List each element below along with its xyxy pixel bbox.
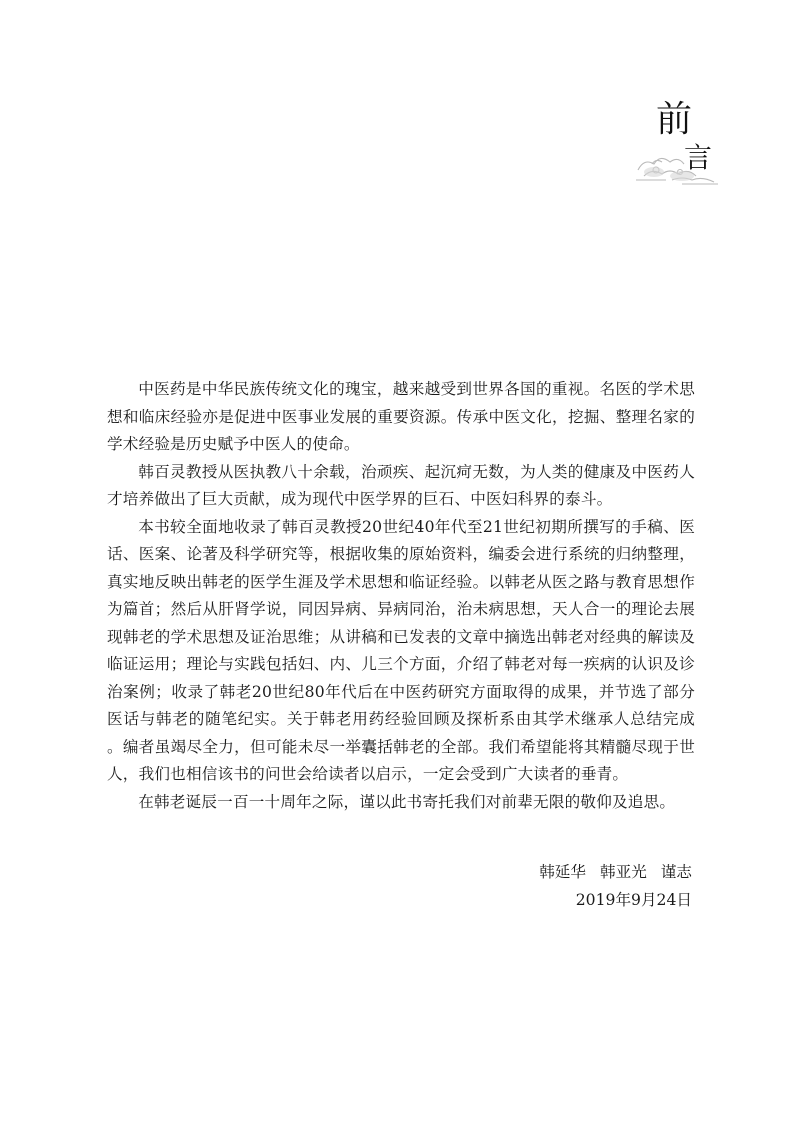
author-line	[539, 858, 692, 886]
title-char-1: 前	[656, 99, 693, 140]
signature-block	[539, 858, 692, 914]
author-name-2: 韩亚光	[600, 863, 647, 881]
paragraph-1: 中医药是中华民族传统文化的瑰宝，越来越受到世界各国的重视。名医的学术思想和临床经验亦是促进中医事业发展的重要资源。传承中医文化，挖掘、整理名家的学术经验是历史赋予中医人的使命。	[107, 380, 695, 453]
paragraph-2: 韩百灵教授从医执教八十余载，治顽疾、起沉疴无数，为人类的健康及中医药人才培养做出了巨大贡献，成为现代中医学界的巨石、中医妇科界的泰斗。	[107, 462, 695, 508]
signature-note: 谨志	[660, 863, 692, 881]
title-char-2: 言	[684, 141, 713, 174]
signature-date: 2019年9月24日	[575, 891, 692, 909]
paragraph-4: 在韩老诞辰一百一十周年之际，谨以此书寄托我们对前辈无限的敬仰及追思。	[138, 792, 676, 811]
preface-body	[107, 376, 695, 816]
paragraph-3: 本书较全面地收录了韩百灵教授20世纪40年代至21世纪初期所撰写的手稿、医话、医案、论著及科学研究等，根据收集的原始资料，编委会进行系统的归纳整理，真实地反映出韩老的医学生涯及学术思想和临证经验。以韩老从医之路与教育思想作为篇首；然后从肝肾学说，同因异病、异病同治，治未病思想，天人合一的理论去展现韩老的学术思想及证治思维；从讲稿和已发表的文章中摘选出韩老对经典的解读及临证运用；理论与实践包括妇、内、儿三个方面，介绍了韩老对每一疾病的认识及诊治案例；收录了韩老20世纪80年代后在中医药研究方面取得的成果，并节选了部分医话与韩老的随笔纪实。关于韩老用药经验回顾及探析系由其学术继承人总结完成 。编者虽竭尽全力，但可能未尽一举囊括韩老的全部。我们希望能将其精髓尽现于世人，我们也相信该书的问世会给读者以启示，一定会受到广大读者的垂青。	[107, 517, 695, 783]
author-name-1: 韩延华	[539, 863, 586, 881]
preface-title	[632, 100, 742, 200]
